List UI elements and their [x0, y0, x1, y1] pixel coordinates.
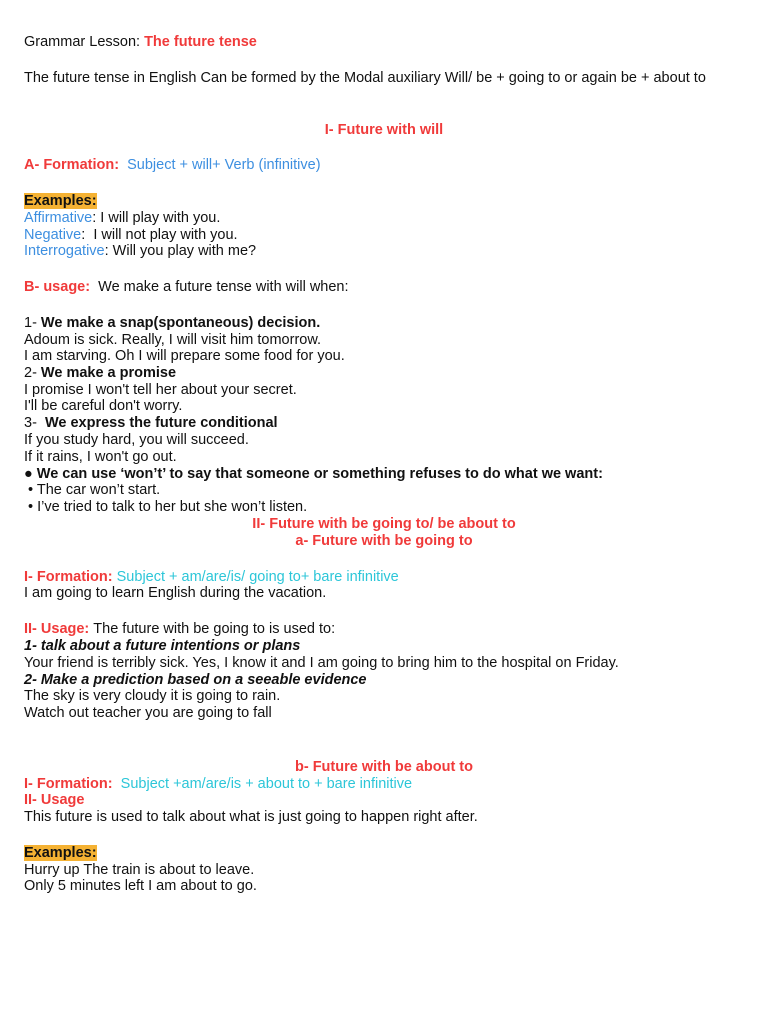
going-to-use-1-example: Your friend is terribly sick. Yes, I know it and I am going to bring him to the hospital on Friday.: [24, 655, 619, 671]
usage-line-will: [24, 279, 349, 296]
formation-line-will: [24, 157, 321, 174]
example-type-label: Negative: [24, 227, 82, 243]
item-number: 3-: [24, 415, 45, 431]
example-type-label: Affirmative: [24, 210, 93, 226]
item-title: We make a snap(spontaneous) decision.: [40, 315, 321, 331]
usage-item-2: [24, 365, 176, 382]
usage-text: We make a future tense with will when:: [98, 279, 349, 295]
examples-heading: [24, 193, 97, 210]
formation-example-going-to: I am going to learn English during the vacation.: [24, 585, 327, 601]
going-to-use-2-example-1: The sky is very cloudy it is going to rain.: [24, 688, 281, 704]
examples-label: Examples:: [24, 193, 97, 209]
formation-value: Subject + will+ Verb (infinitive): [127, 157, 321, 173]
example-text: I will not play with you.: [93, 227, 238, 243]
usage-1-example-2: I am starving. Oh I will prepare some food for you.: [24, 348, 345, 364]
usage-item-1: [24, 315, 320, 332]
example-type-label: Interrogative: [24, 243, 105, 259]
example-text: I will play with you.: [100, 210, 221, 226]
usage-2-example-2: I'll be careful don't worry.: [24, 398, 183, 414]
usage-3-example-1: If you study hard, you will succeed.: [24, 432, 249, 448]
item-number: 2-: [24, 365, 41, 381]
example-affirmative: [24, 210, 220, 227]
item-number: 1-: [24, 315, 41, 331]
usage-line-going-to: [24, 621, 335, 638]
refuse-example-2: • I’ve tried to talk to her but she won’t listen.: [24, 499, 308, 515]
usage-label: B- usage:: [24, 279, 91, 295]
usage-text-about-to: This future is used to talk about what is just going to happen right after.: [24, 809, 478, 825]
formation-line-about-to: [24, 776, 412, 793]
formation-label: I- Formation:: [24, 776, 113, 792]
usage-item-3: [24, 415, 278, 432]
separator: :: [104, 243, 113, 259]
usage-text: The future with be going to is used to:: [93, 621, 336, 637]
examples-label: Examples:: [24, 845, 97, 861]
going-to-use-1: 1- talk about a future intentions or plans: [24, 638, 301, 654]
separator: :: [92, 210, 101, 226]
lesson-title: The future tense: [144, 34, 257, 50]
usage-label: II- Usage:: [24, 621, 90, 637]
usage-2-example-1: I promise I won't tell her about your secret.: [24, 382, 297, 398]
lesson-prefix: Grammar Lesson:: [24, 34, 145, 50]
examples-heading-about-to: [24, 845, 97, 862]
going-to-use-2: 2- Make a prediction based on a seeable evidence: [24, 672, 367, 688]
intro-paragraph: The future tense in English Can be formed by the Modal auxiliary Will/ be + going to or again be + about to: [24, 70, 706, 86]
usage-1-example-1: Adoum is sick. Really, I will visit him tomorrow.: [24, 332, 322, 348]
refuse-bullet-title: ● We can use ‘won’t’ to say that someone or something refuses to do what we want:: [24, 466, 603, 482]
item-title: We make a promise: [40, 365, 177, 381]
example-text: Will you play with me?: [112, 243, 257, 259]
example-negative: [24, 227, 238, 244]
formation-value: Subject +am/are/is + about to + bare infinitive: [120, 776, 413, 792]
about-to-example-2: Only 5 minutes left I am about to go.: [24, 878, 257, 894]
formation-value: Subject + am/are/is/ going to+ bare infinitive: [116, 569, 399, 585]
example-interrogative: [24, 243, 256, 260]
separator: :: [81, 227, 94, 243]
usage-label-about-to: II- Usage: [24, 792, 85, 808]
formation-line-going-to: [24, 569, 399, 586]
lesson-header: [24, 34, 257, 51]
formation-label: I- Formation:: [24, 569, 113, 585]
refuse-example-1: • The car won’t start.: [24, 482, 161, 498]
section-heading-going-about: II- Future with be going to/ be about to: [252, 516, 516, 532]
about-to-example-1: Hurry up The train is about to leave.: [24, 862, 255, 878]
item-title: We express the future conditional: [44, 415, 278, 431]
usage-3-example-2: If it rains, I won't go out.: [24, 449, 177, 465]
going-to-use-2-example-2: Watch out teacher you are going to fall: [24, 705, 272, 721]
section-heading-will: I- Future with will: [324, 122, 444, 138]
formation-label: A- Formation:: [24, 157, 120, 173]
subheading-about-to: b- Future with be about to: [294, 759, 473, 775]
subheading-going-to: a- Future with be going to: [295, 533, 473, 549]
